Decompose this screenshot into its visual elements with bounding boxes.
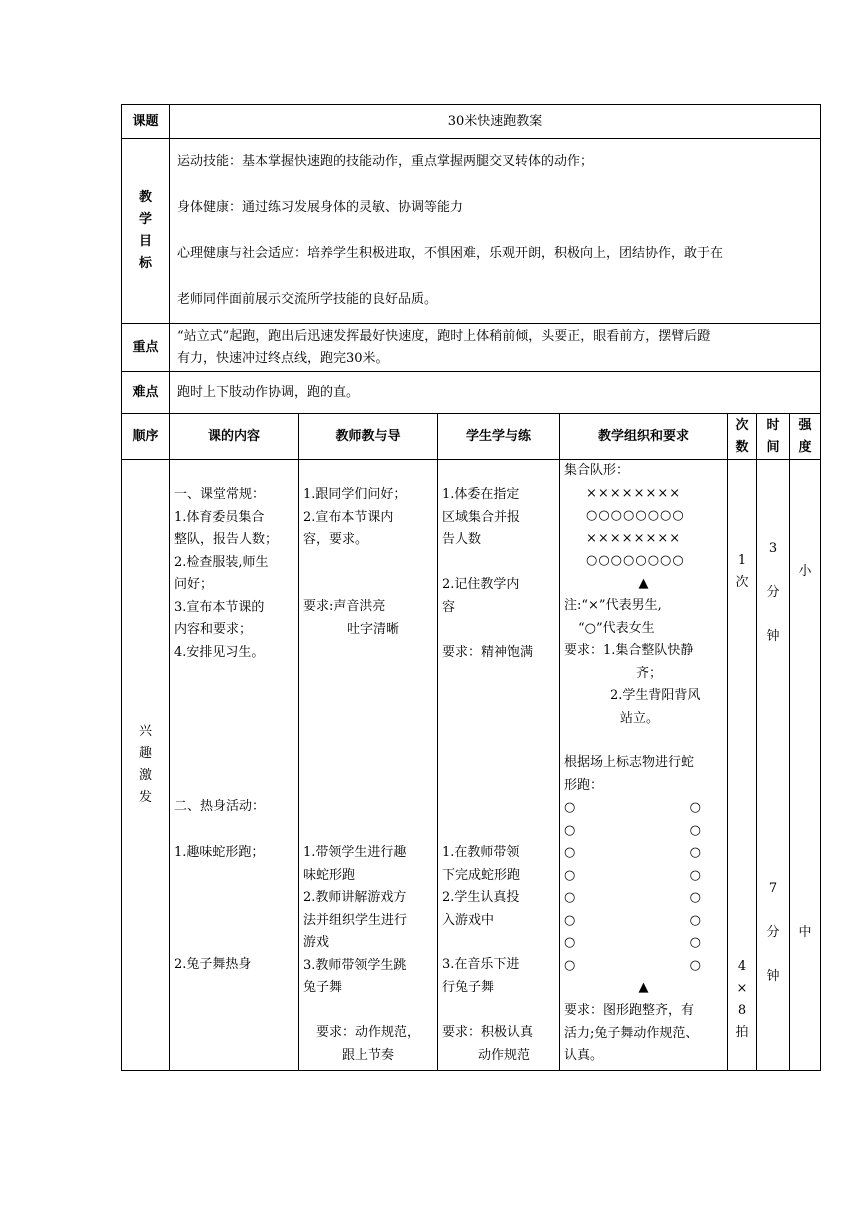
col-content: 课的内容: [170, 414, 299, 460]
teacher-marker-icon: ▲: [638, 575, 649, 591]
lesson-plan-table: [121, 104, 821, 1071]
count-cell: [728, 460, 757, 1071]
formation-req: 齐；: [636, 665, 663, 681]
snake-marker-row: [564, 842, 723, 865]
teacher-routine: 1.跟同学们问好； 2.宣布本节课内 容，要求。: [303, 487, 407, 547]
marker-cone-icon: ○: [564, 957, 576, 973]
marker-cone-icon: ○: [689, 912, 701, 928]
formation-row: ○○○○○○○○: [586, 508, 685, 523]
key-point-row: [122, 324, 821, 372]
snake-marker-row: [564, 797, 723, 820]
topic-value: 30米快速跑教案: [170, 105, 821, 139]
col-student: 学生学与练: [438, 414, 560, 460]
intensity-first: 小: [798, 564, 812, 579]
formation-req: 要求：1.集合整队快静: [564, 643, 694, 658]
count-first: 1 次: [735, 553, 749, 590]
count-second: 4 × 8 拍: [735, 959, 749, 1040]
intensity-second: 中: [798, 925, 812, 940]
objectives-text: 运动技能：基本掌握快速跑的技能动作，重点掌握两腿交叉转体的动作； 身体健康：通过练习发展身体的灵敏、协调等能力 心理健康与社会适应：培养学生积极进取，不惧困难，乐观开朗，积极向上，团结协作，敢于在 老师同伴面前展示交流所学技能的良好品质。: [170, 139, 821, 324]
difficulty-text: 跑时上下肢动作协调，跑的直。: [170, 372, 821, 414]
marker-cone-icon: ○: [689, 890, 701, 905]
marker-cone-icon: ○: [564, 912, 576, 928]
col-org: 教学组织和要求: [560, 414, 728, 460]
time-second: 7 分 钟: [766, 881, 780, 984]
student-routine: 1.体委在指定 区域集合并报 告人数: [442, 487, 521, 547]
section-row: [122, 460, 821, 1071]
marker-cone-icon: ○: [564, 935, 576, 950]
col-order: 顺序: [122, 414, 170, 460]
snake-marker-row: [564, 865, 723, 888]
formation-title: 集合队形：: [564, 463, 630, 478]
col-teacher: 教师教与导: [299, 414, 438, 460]
snake-marker-row: [564, 955, 723, 978]
key-point-label: 重点: [122, 324, 170, 372]
formation-note: “○”代表女生: [578, 620, 655, 636]
objectives-label: 教 学 目 标: [122, 139, 170, 324]
formation-row: ××××××××: [586, 485, 682, 501]
difficulty-label: 难点: [122, 372, 170, 414]
formation-req: 站立。: [620, 710, 660, 726]
col-count: 次 数: [728, 414, 757, 460]
marker-cone-icon: ○: [564, 845, 576, 860]
snake-marker-row: [564, 910, 723, 933]
content-cell: [170, 460, 299, 1071]
marker-cone-icon: ○: [564, 867, 576, 883]
student-routine2: 2.记住教学内 容: [442, 577, 520, 615]
content-routine: 一、课堂常规： 1.体育委员集合 整队，报告人数； 2.检查服装,师生 问好； 3.宣布本节课的 内容和要求； 4.安排见习生。: [174, 487, 279, 660]
content-bunny: 2.兔子舞热身: [174, 957, 252, 972]
formation-row: ○○○○○○○○: [586, 553, 685, 568]
teacher-warmup: 1.带领学生进行趣 味蛇形跑 2.教师讲解游戏方 法并组织学生进行 游戏 3.教师带领学生跳 兔子舞: [303, 845, 408, 995]
snake-marker-row: [564, 820, 723, 843]
student-warmup2: 3.在音乐下进 行兔子舞: [442, 957, 520, 995]
student-warmup-req: 要求：积极认真 动作规范: [442, 1025, 534, 1063]
marker-cone-icon: ○: [564, 890, 576, 905]
formation-row: ××××××××: [586, 530, 682, 546]
difficulty-row: [122, 372, 821, 414]
teacher-cell: [299, 460, 438, 1071]
phase-label: 兴 趣 激 发: [122, 460, 170, 1071]
student-warmup: 1.在教师带领 下完成蛇形跑 2.学生认真投 入游戏中: [442, 845, 521, 928]
org-formation: [564, 460, 723, 730]
student-routine-req: 要求：精神饱满: [442, 645, 534, 660]
teacher-warmup-req: 要求：动作规范， 跟上节奏: [315, 1025, 420, 1063]
col-time: 时 间: [757, 414, 790, 460]
topic-label: 课题: [122, 105, 170, 139]
intensity-cell: [790, 460, 821, 1071]
marker-cone-icon: ○: [689, 845, 701, 860]
time-first: 3 分 钟: [766, 541, 780, 644]
marker-cone-icon: ○: [689, 800, 701, 815]
formation-note: 注:“×”代表男生,: [564, 598, 662, 613]
marker-cone-icon: ○: [689, 822, 701, 838]
formation-req: 2.学生背阳背风: [610, 688, 701, 703]
objectives-row: [122, 139, 821, 324]
org-cell: [560, 460, 728, 1071]
marker-cone-icon: ○: [564, 822, 576, 838]
marker-cone-icon: ○: [564, 800, 576, 815]
student-cell: [438, 460, 560, 1071]
content-snake: 1.趣味蛇形跑；: [174, 845, 265, 860]
warmup-req: 要求：图形跑整齐，有 活力;兔子舞动作规范、 认真。: [564, 1003, 699, 1063]
key-point-text: “站立式”起跑，跑出后迅速发挥最好快速度，跑时上体稍前倾，头要正，眼看前方，摆臂后蹬 有力，快速冲过终点线，跑完30米。: [170, 324, 821, 372]
teacher-routine-req: 要求:声音洪亮 吐字清晰: [303, 599, 400, 637]
time-cell: [757, 460, 790, 1071]
topic-row: [122, 105, 821, 139]
marker-cone-icon: ○: [689, 957, 701, 973]
snake-teacher-marker-icon: ▲: [638, 980, 649, 995]
content-warmup-title: 二、热身活动：: [174, 799, 266, 814]
column-header-row: [122, 414, 821, 460]
snake-title: 根据场上标志物进行蛇 形跑：: [564, 755, 695, 793]
marker-cone-icon: ○: [689, 867, 701, 883]
col-intensity: 强 度: [790, 414, 821, 460]
snake-marker-row: [564, 887, 723, 910]
snake-diagram: [564, 797, 723, 977]
marker-cone-icon: ○: [689, 935, 701, 950]
snake-marker-row: [564, 932, 723, 955]
